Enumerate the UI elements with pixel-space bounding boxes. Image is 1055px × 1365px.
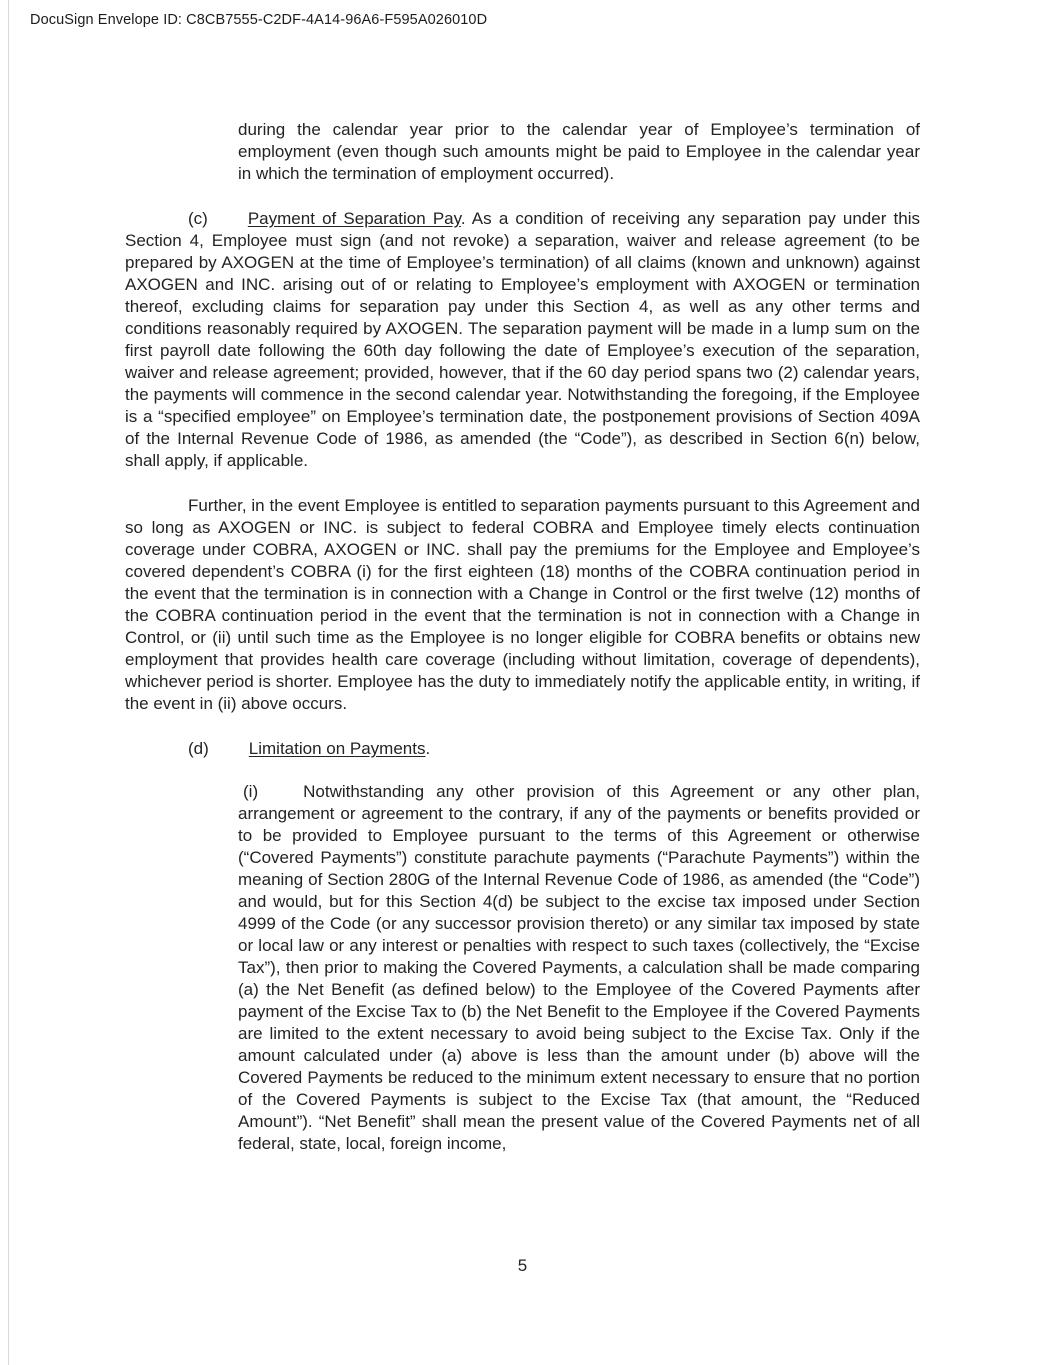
section-c-heading: Payment of Separation Pay — [247, 209, 461, 228]
section-d-i-label: (i) — [243, 782, 259, 801]
docusign-envelope-id: DocuSign Envelope ID: C8CB7555-C2DF-4A14-96A6-F595A026010D — [30, 12, 488, 28]
section-d-heading-period: . — [425, 739, 431, 758]
section-d-heading: Limitation on Payments — [248, 739, 426, 758]
scan-edge-line — [8, 0, 9, 1365]
page-number: 5 — [517, 1256, 528, 1275]
paragraph-further-cobra: Further, in the event Employee is entitled to separation payments pursuant to this Agreement and so long as AXOGEN or INC. is subject to federal COBRA and Employee timely elects continuation coverage under COBRA, AXOGEN or INC. shall pay the premiums for the Employee and Employee’s covered dependent’s COBRA (i) for the first eighteen (18) months of the COBRA continuation period in the event that the termination is in connection with a Change in Control or the first twelve (12) months of the COBRA continuation period in the event that the termination is not in connection with a Change in Control, or (ii) until such time as the Employee is no longer eligible for COBRA benefits or obtains new employment that provides health care coverage (including without limitation, coverage of dependents), whichever period is shorter. Employee has the duty to immediately notify the applicable entity, in writing, if the event in (ii) above occurs. — [125, 496, 920, 713]
paragraph-section-d-i — [238, 781, 920, 1155]
paragraph-section-c — [125, 208, 920, 472]
document-body — [125, 119, 920, 1178]
section-c-label: (c) — [188, 209, 208, 228]
section-d-i-body: Notwithstanding any other provision of this Agreement or any other plan, arrangement or agreement to the contrary, if any of the payments or benefits provided or to be provided to Employee pursuant to the terms of this Agreement or otherwise (“Covered Payments”) constitute parachute payments (“Parachute Payments”) within the meaning of Section 280G of the Internal Revenue Code of 1986, as amended (the “Code”) and would, but for this Section 4(d) be subject to the excise tax imposed under Section 4999 of the Code (or any successor provision thereto) or any similar tax imposed by state or local law or any interest or penalties with respect to such taxes (collectively, the “Excise Tax”), then prior to making the Covered Payments, a calculation shall be made comparing (a) the Net Benefit (as defined below) to the Employee of the Covered Payments after payment of the Excise Tax to (b) the Net Benefit to the Employee if the Covered Payments are limited to the extent necessary to avoid being subject to the Excise Tax. Only if the amount calculated under (a) above is less than the amount under (b) above will the Covered Payments be reduced to the minimum extent necessary to ensure that no portion of the Covered Payments is subject to the Excise Tax (that amount, the “Reduced Amount”). “Net Benefit” shall mean the present value of the Covered Payments net of all federal, state, local, foreign income, — [238, 782, 920, 1153]
section-c-body: . As a condition of receiving any separation pay under this Section 4, Employee must sign (and not revoke) a separation, waiver and release agreement (to be prepared by AXOGEN at the time of Employee’s termination) of all claims (known and unknown) against AXOGEN and INC. arising out of or relating to Employee’s employment with AXOGEN or termination thereof, excluding claims for separation pay under this Section 4, as well as any other terms and conditions reasonably required by AXOGEN. The separation payment will be made in a lump sum on the first payroll date following the 60th day following the date of Employee’s execution of the separation, waiver and release agreement; provided, however, that if the 60 day period spans two (2) calendar years, the payments will commence in the second calendar year. Notwithstanding the foregoing, if the Employee is a “specified employee” on Employee’s termination date, the postponement provisions of Section 409A of the Internal Revenue Code of 1986, as amended (the “Code”), as described in Section 6(n) below, shall apply, if applicable. — [125, 209, 920, 470]
paragraph-section-d-heading — [125, 738, 920, 760]
paragraph-intro-continuation: during the calendar year prior to the calendar year of Employee’s termination of employment (even though such amounts might be paid to Employee in the calendar year in which the termination of employment occurred). — [238, 120, 920, 183]
section-d-label: (d) — [188, 739, 209, 758]
